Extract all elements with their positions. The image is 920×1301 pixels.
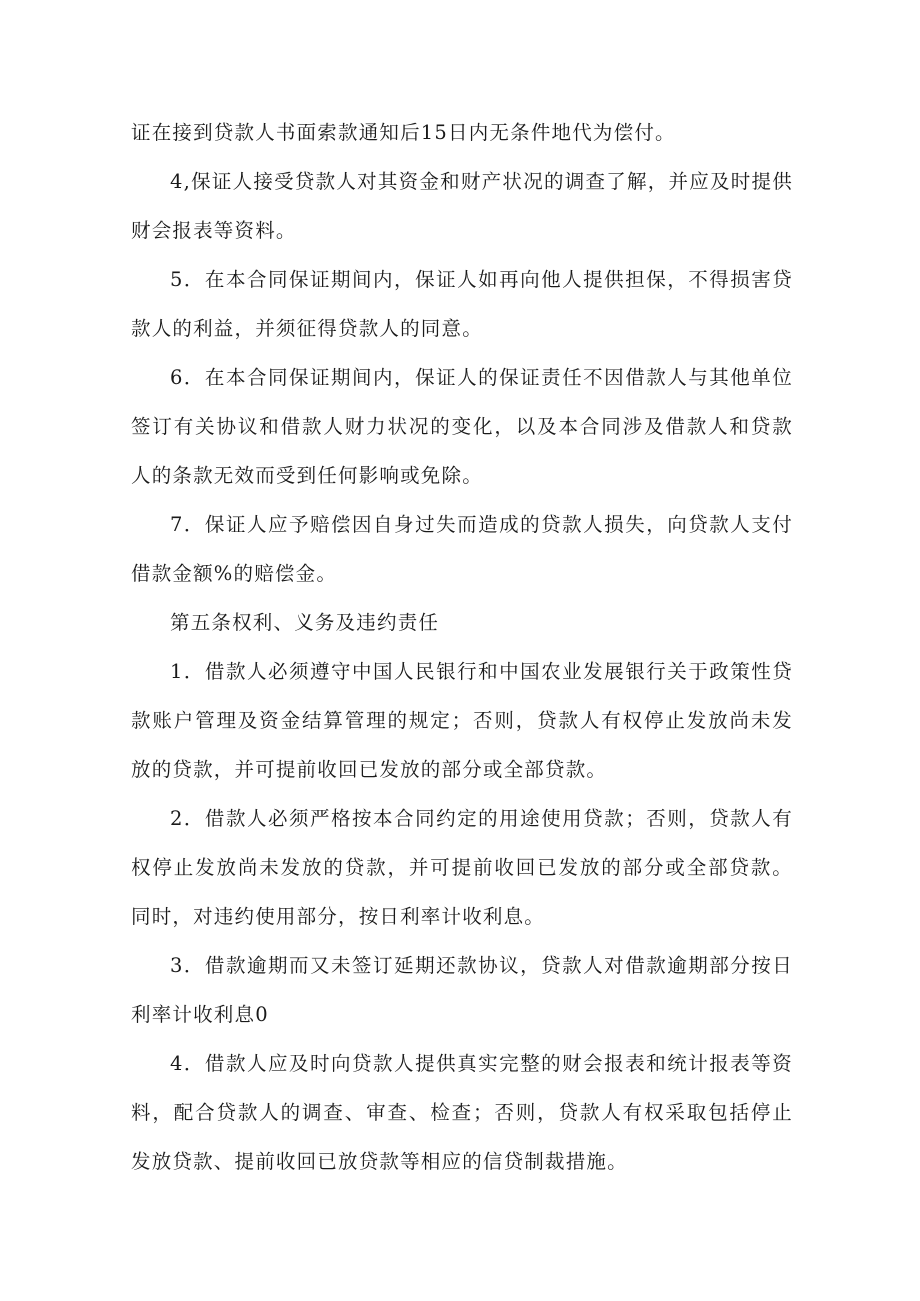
paragraph-obligation-4: 4．借款人应及时向贷款人提供真实完整的财会报表和统计报表等资料，配合贷款人的调查、审查、检查；否则，贷款人有权采取包括停止发放贷款、提前收回已放贷款等相应的信贷制裁措施。 — [131, 1052, 793, 1173]
paragraph-clause-6: 6．在本合同保证期间内，保证人的保证责任不因借款人与其他单位签订有关协议和借款人财力状况的变化，以及本合同涉及借款人和贷款人的条款无效而受到任何影响或免除。 — [131, 366, 793, 487]
paragraph-obligation-2: 2．借款人必须严格按本合同约定的用途使用贷款；否则，贷款人有权停止发放尚未发放的贷款，并可提前收回已发放的部分或全部贷款。同时，对违约使用部分，按日利率计收利息。 — [131, 807, 793, 928]
section-heading-article-5: 第五条权利、义务及违约责任 — [170, 611, 440, 634]
paragraph-clause-7: 7．保证人应予赔偿因自身过失而造成的贷款人损失，向贷款人支付借款金额%的赔偿金。 — [131, 513, 793, 585]
paragraph-continuation: 证在接到贷款人书面索款通知后15日内无条件地代为偿付。 — [131, 121, 676, 144]
paragraph-clause-5: 5．在本合同保证期间内，保证人如再向他人提供担保，不得损害贷款人的利益，并须征得贷款人的同意。 — [131, 268, 793, 340]
paragraph-obligation-1: 1．借款人必须遵守中国人民银行和中国农业发展银行关于政策性贷款账户管理及资金结算管理的规定；否则，贷款人有权停止发放尚未发放的贷款，并可提前收回已发放的部分或全部贷款。 — [131, 660, 793, 781]
document-body — [131, 108, 793, 1186]
paragraph-obligation-3: 3．借款逾期而又未签订延期还款协议，贷款人对借款逾期部分按日利率计收利息0 — [131, 954, 793, 1026]
paragraph-clause-4: 4,保证人接受贷款人对其资金和财产状况的调查了解，并应及时提供财会报表等资料。 — [131, 170, 793, 242]
